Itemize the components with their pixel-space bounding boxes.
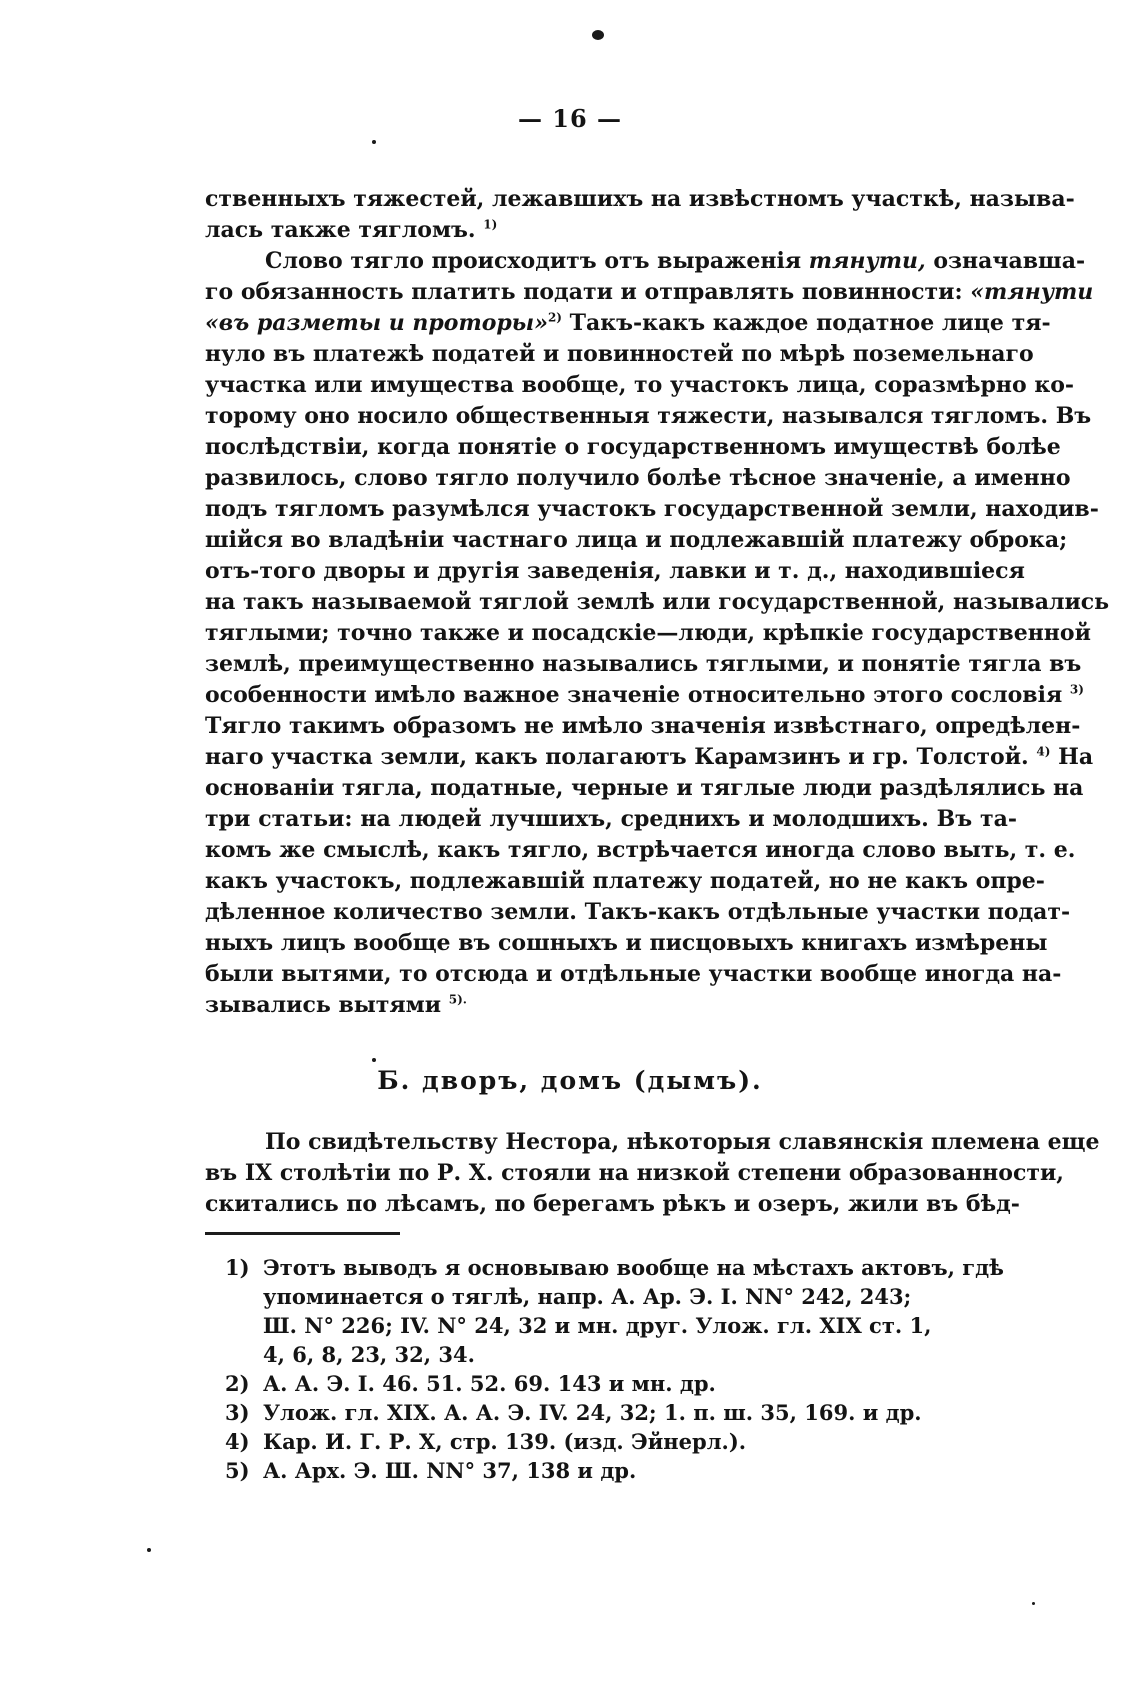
text-fragment: наго участка земли, какъ полагаютъ Карамзинъ и гр. Толстой.: [205, 744, 1029, 770]
footnote-mark: 3): [225, 1400, 250, 1425]
footnote: [225, 1369, 1017, 1398]
text-line: нуло въ платежѣ податей и повинностей по мѣрѣ поземельнаго: [205, 341, 1034, 367]
footnote: [225, 1253, 1017, 1369]
text-line: три статьи: на людей лучшихъ, среднихъ и молодшихъ. Въ та-: [205, 806, 1017, 832]
text-line: ственныхъ тяжестей, лежавшихъ на извѣстномъ участкѣ, называ-: [205, 186, 1075, 212]
text-line: основаніи тягла, податные, черные и тяглые люди раздѣлялись на: [205, 775, 1084, 801]
text-line: [205, 680, 1084, 711]
footnote-line: Ш. N° 226; IV. N° 24, 32 и мн. друг. Улож. гл. XIX ст. 1,: [263, 1313, 932, 1338]
italic-quote: «въ разметы и проторы»: [205, 310, 548, 336]
text-line: землѣ, преимущественно назывались тяглыми, и понятіе тягла въ: [205, 651, 1082, 677]
footnote-line: А. А. Э. I. 46. 51. 52. 69. 143 и мн. др.: [263, 1371, 716, 1396]
text-line: были вытями, то отсюда и отдѣльные участки вообще иногда на-: [205, 961, 1062, 987]
paragraph-nestor: [205, 1127, 1100, 1220]
text-line: послѣдствіи, когда понятіе о государственномъ имуществѣ болѣе: [205, 434, 1061, 460]
text-line: подъ тягломъ разумѣлся участокъ государственной земли, находив-: [205, 496, 1099, 522]
footnote: [225, 1456, 1017, 1485]
scan-speck: [372, 140, 376, 144]
text-fragment: Такъ-какъ каждое податное лице тя-: [569, 310, 1051, 336]
text-line: тяглыми; точно также и посадскіе—люди, крѣпкіе государственной: [205, 620, 1091, 646]
text-line: [205, 990, 1017, 1021]
footnote-ref: 2): [547, 310, 562, 325]
footnote-mark: 5): [225, 1458, 250, 1483]
scan-speck: [1032, 1602, 1035, 1605]
text-line: участка или имущества вообще, то участокъ лица, соразмѣрно ко-: [205, 372, 1075, 398]
text-line: [205, 308, 1051, 339]
footnote-line: Улож. гл. XIX. А. А. Э. IV. 24, 32; 1. п. ш. 35, 169. и др.: [263, 1400, 922, 1425]
italic-term: тянути,: [808, 248, 926, 274]
text-line: торому оно носило общественныя тяжести, назывался тягломъ. Въ: [205, 403, 1092, 429]
footnote-ref: 5).: [448, 992, 467, 1007]
text-fragment: На: [1058, 744, 1094, 770]
scan-speck: [147, 1548, 151, 1552]
footnote-ref: 1): [483, 217, 498, 232]
text-line: комъ же смыслѣ, какъ тягло, встрѣчается иногда слово выть, т. е.: [205, 837, 1076, 863]
footnote-line: Этотъ выводъ я основываю вообще на мѣстахъ актовъ, гдѣ: [263, 1255, 1004, 1280]
section-heading: Б. дворъ, домъ (дымъ).: [377, 1066, 763, 1095]
scan-speck: [372, 1058, 376, 1062]
text-line: Тягло такимъ образомъ не имѣло значенія извѣстнаго, опредѣлен-: [205, 713, 1081, 739]
footnote-ref: 3): [1069, 682, 1084, 697]
footnotes: [225, 1253, 1017, 1485]
footnote-mark: 4): [225, 1429, 250, 1454]
text-fragment: Слово тягло происходитъ отъ выраженія: [265, 248, 802, 274]
footnote: [225, 1427, 1017, 1456]
page-number: — 16 —: [517, 104, 623, 133]
text-fragment: го обязанность платить подати и отправлять повинности:: [205, 279, 963, 305]
text-line: скитались по лѣсамъ, по берегамъ рѣкъ и озеръ, жили въ бѣд-: [205, 1191, 1020, 1217]
scan-speck: [592, 30, 604, 40]
text-line: отъ-того дворы и другія заведенія, лавки и т. д., находившіеся: [205, 558, 1025, 584]
text-line: [205, 742, 1094, 773]
text-fragment: означавша-: [933, 248, 1086, 274]
text-line: въ IX столѣтіи по Р. Х. стояли на низкой степени образованности,: [205, 1160, 1064, 1186]
footnote-mark: 2): [225, 1371, 250, 1396]
text-fragment: зывались вытями: [205, 992, 442, 1018]
text-line: на такъ называемой тяглой землѣ или государственной, назывались: [205, 589, 1110, 615]
text-line: ныхъ лицъ вообще въ сошныхъ и писцовыхъ книгахъ измѣрены: [205, 930, 1048, 956]
paragraph-tyaglo: [205, 246, 1110, 1021]
footnote-line: упоминается о тяглѣ, напр. А. Ар. Э. I. NN° 242, 243;: [263, 1284, 912, 1309]
text-line: [205, 277, 1094, 308]
footnote-line: А. Арх. Э. Ш. NN° 37, 138 и др.: [263, 1458, 637, 1483]
text-line: По свидѣтельству Нестора, нѣкоторыя славянскія племена еще: [265, 1129, 1100, 1155]
footnote-mark: 1): [225, 1255, 250, 1280]
italic-quote: «тянути: [970, 279, 1094, 305]
text-line: шійся во владѣніи частнаго лица и подлежавшій платежу оброка;: [205, 527, 1068, 553]
footnote-line: 4, 6, 8, 23, 32, 34.: [263, 1342, 475, 1367]
text-fragment: лась также тягломъ.: [205, 217, 476, 243]
footnote: [225, 1398, 1017, 1427]
text-line: дѣленное количество земли. Такъ-какъ отдѣльные участки подат-: [205, 899, 1071, 925]
text-line: развилось, слово тягло получило болѣе тѣсное значеніе, а именно: [205, 465, 1071, 491]
footnote-divider: [205, 1232, 400, 1235]
text-line: [205, 215, 1017, 246]
text-line: [205, 246, 1086, 277]
footnote-line: Кар. И. Г. Р. Х, стр. 139. (изд. Эйнерл.).: [263, 1429, 747, 1454]
footnote-ref: 4): [1036, 744, 1051, 759]
text-fragment: особенности имѣло важное значеніе относительно этого сословія: [205, 682, 1063, 708]
paragraph-continuation: [205, 184, 1075, 246]
text-line: какъ участокъ, подлежавшій платежу податей, но не какъ опре-: [205, 868, 1045, 894]
